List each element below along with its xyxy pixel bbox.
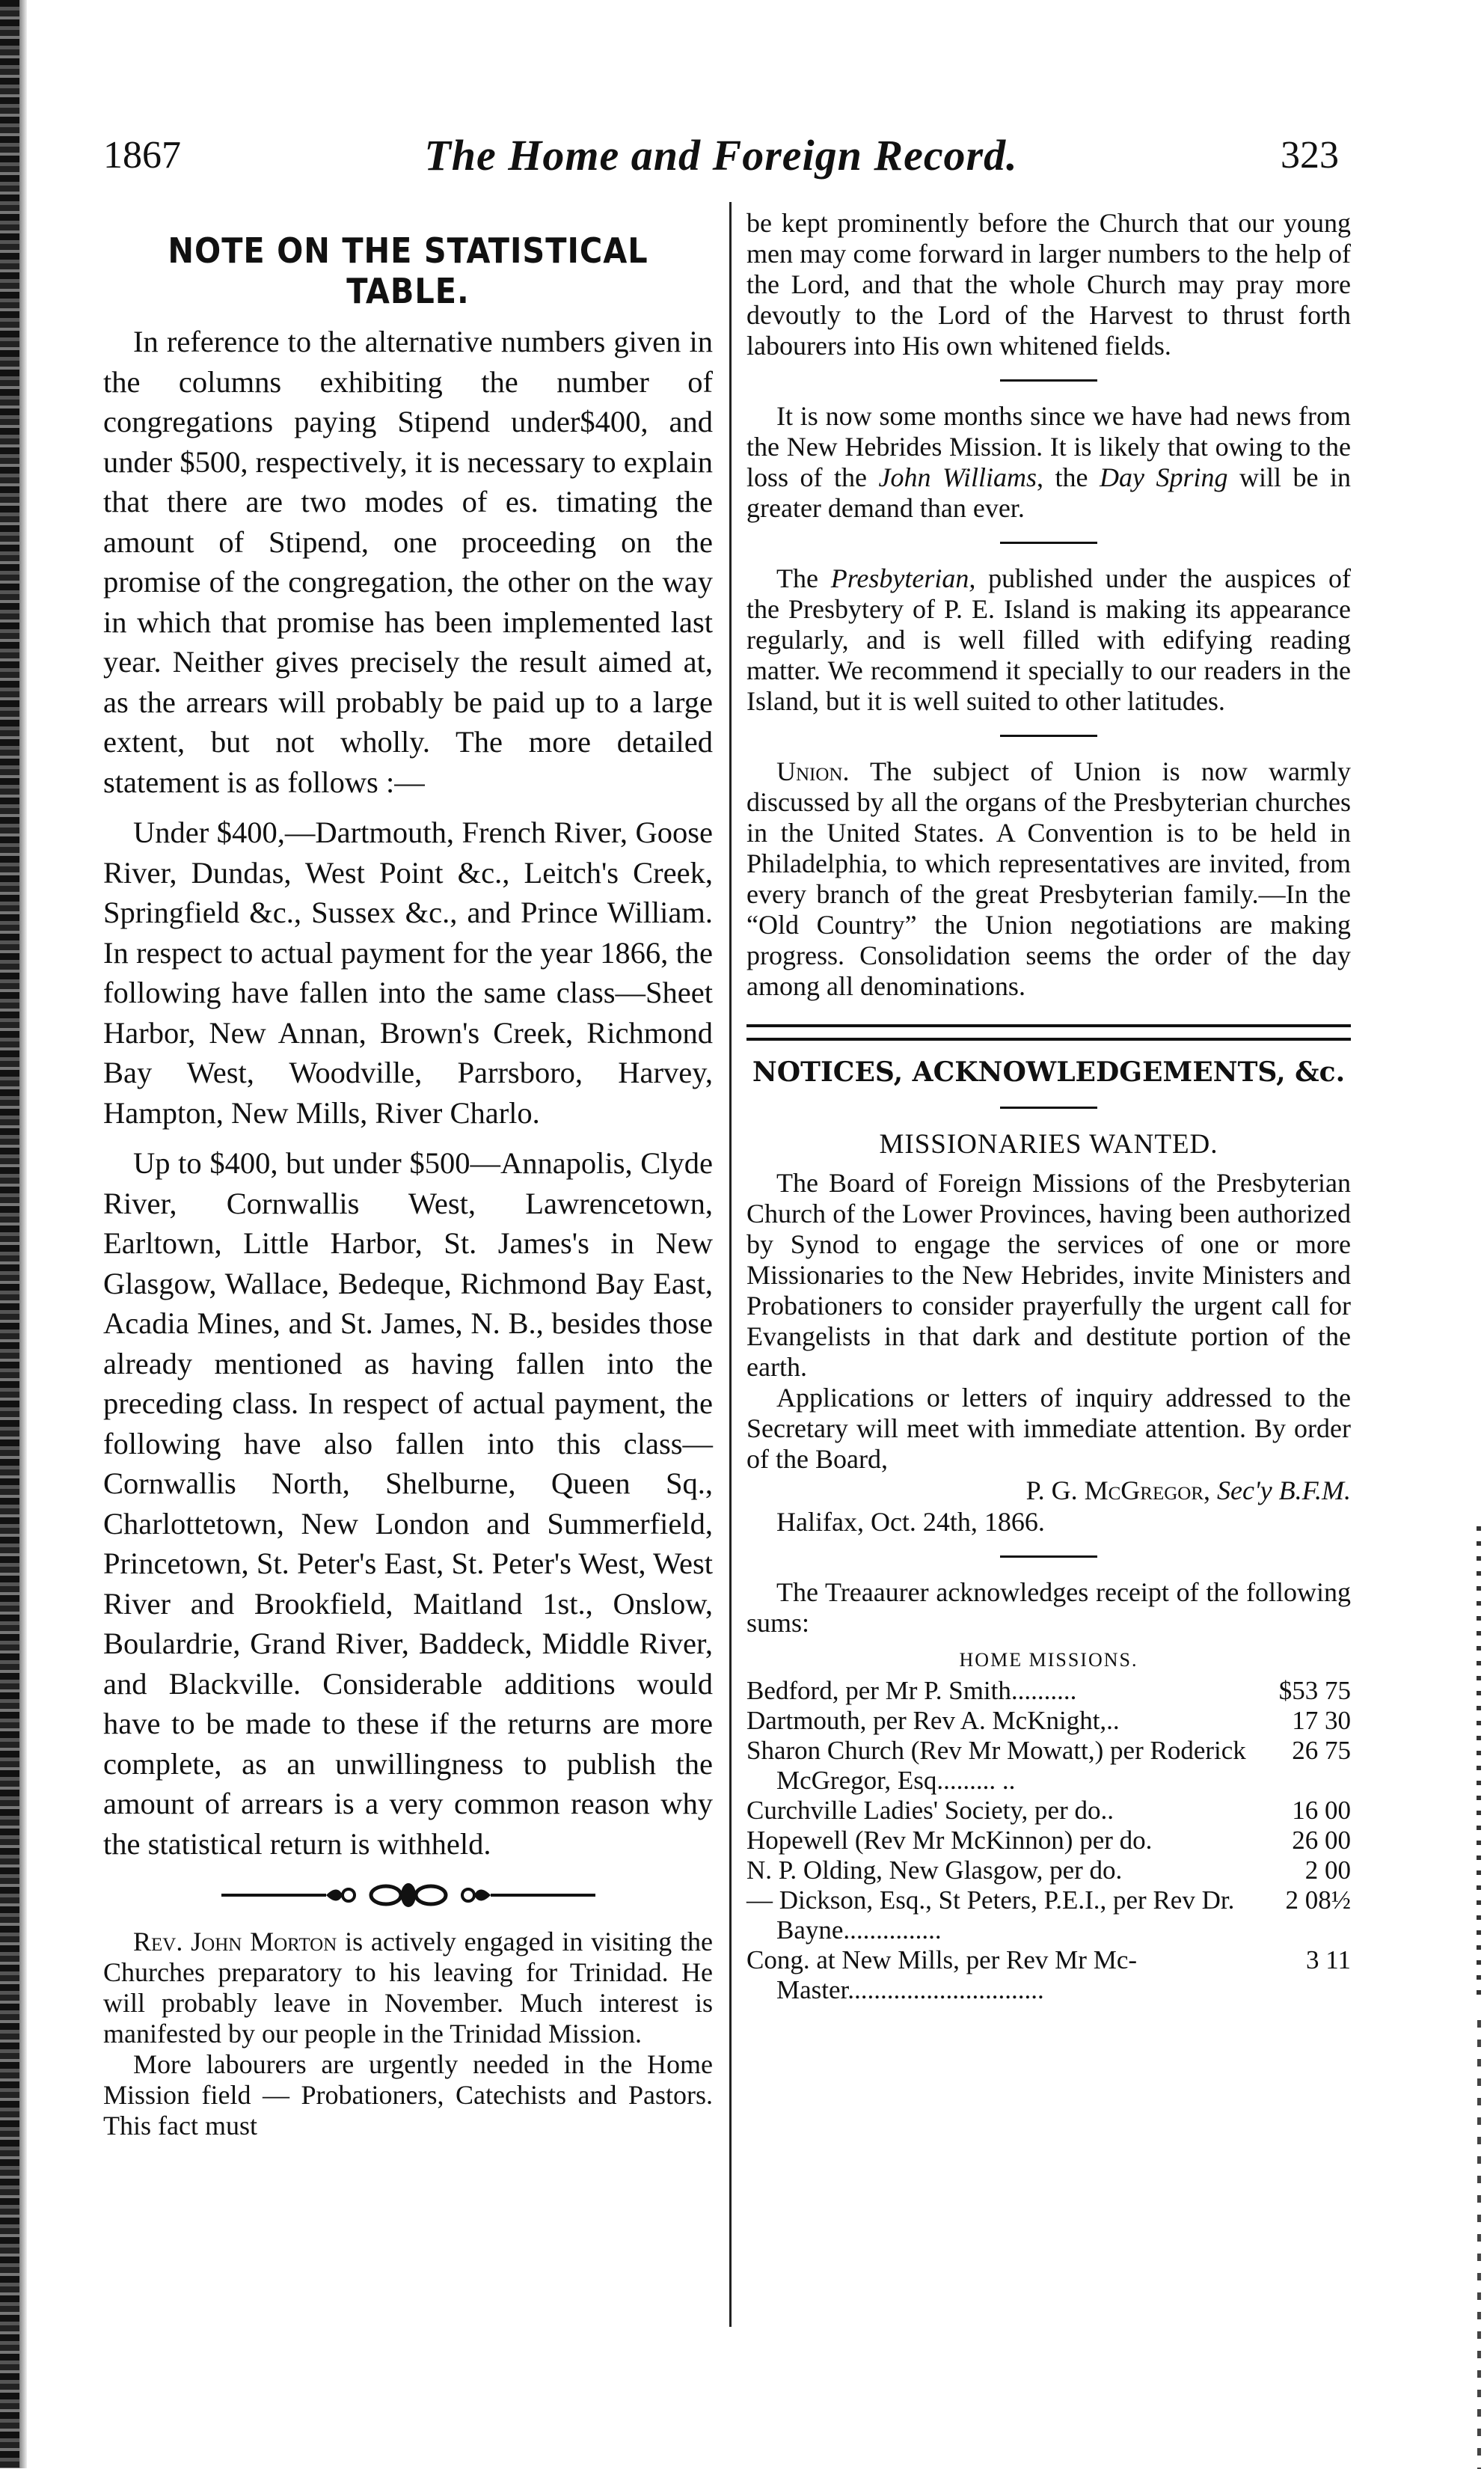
short-rule <box>1000 542 1097 544</box>
morton-paragraph: Rev. John Morton is actively engaged in visiting the Churches preparatory to his leaving for Trinidad. He will probably leave in November. Much interest is manifested by our people in the Trinidad Mission. <box>103 1927 713 2049</box>
statistical-note-paragraph-2: Under $400,—Dartmouth, French River, Goose River, Dundas, West Point &c., Leitch's Creek, Springfield &c., Sussex &c., and Prince William. In respect to actual payment for the year 1866, the following have fallen into the same class—Sheet Harbor, New Annan, Brown's Creek, Richmond Bay West, Woodville, Parrsboro, Harvey, Hampton, New Mills, River Charlo. <box>103 816 713 1130</box>
binding-shadow <box>19 0 27 2468</box>
missionaries-wanted-paragraph-2: Applications or letters of inquiry addressed to the Secretary will meet with immediate attention. By order of the Board, <box>746 1383 1351 1474</box>
running-header <box>103 133 1339 193</box>
statistical-note-title: NOTE ON THE STATISTICAL TABLE. <box>168 230 649 311</box>
ship-name-day-spring: Day Spring <box>1100 462 1228 492</box>
labourers-paragraph: More labourers are urgently needed in the Home Mission field — Probationers, Catechists and Pastors. This fact must <box>103 2049 713 2141</box>
short-rule <box>1000 1555 1097 1558</box>
morton-name: Rev. John Morton <box>133 1927 337 1956</box>
right-column <box>746 208 1351 2005</box>
labourers-continued: be kept prominently before the Church that our young men may come forward in larger numbers to the help of the Lord, and that the whole Church may pray more devoutly to the Lord of the Harvest to thrust forth labourers into His own whitened fields. <box>746 208 1351 361</box>
short-rule <box>1000 1107 1097 1109</box>
left-column <box>103 224 713 2141</box>
table-row: Bedford, per Mr P. Smith.......... $53 75 <box>746 1676 1351 1705</box>
missionaries-wanted-title: MISSIONARIES WANTED. <box>879 1129 1218 1160</box>
table-row: Hopewell (Rev Mr McKinnon) per do. 26 00 <box>746 1826 1351 1855</box>
table-row: Dartmouth, per Rev A. McKnight,.. 17 30 <box>746 1706 1351 1735</box>
statistical-note-paragraph-1: In reference to the alternative numbers given in the columns exhibiting the number of congregations paying Stipend under$400, and under $500, respectively, it is necessary to explain that there are two modes of es. timating the amount of Stipend, one proceeding on the promise of the congregation, the other on the way in which that promise has been implemented last year. Neither gives precisely the result aimed at, as the arrears will probably be paid up to a large extent, but not wholly. The more detailed statement is as follows :— <box>103 325 714 799</box>
paper-name: Presbyterian, <box>830 563 976 593</box>
edge-mark <box>1477 1526 1481 2005</box>
presbyterian-paper-paragraph: The Presbyterian, published under the auspices of the Presbytery of P. E. Island is making its appearance regularly, and is well filled with edifying reading matter. We recommend it specially to our readers in the Island, but it is well suited to other latitudes. <box>746 563 1352 716</box>
table-row: Cong. at New Mills, per Rev Mr McMaster.............................. 3 11 <box>746 1945 1351 2004</box>
notices-title: NOTICES, ACKNOWLEDGEMENTS, &c. <box>752 1056 1346 1088</box>
signature-place-date: Halifax, Oct. 24th, 1866. <box>776 1507 1045 1537</box>
header-year: 1867 <box>103 134 181 177</box>
missionaries-wanted-paragraph-1: The Board of Foreign Missions of the Presbyterian Church of the Lower Provinces, having been authorized by Synod to engage the services of one or more Missionaries to the New Hebrides, invite Ministers and Probationers to consider prayerfully the urgent call for Evangelists in that dark and destitute portion of the earth. <box>746 1168 1351 1382</box>
table-row: Curchville Ladies' Society, per do.. 16 00 <box>746 1796 1351 1825</box>
table-row: N. P. Olding, New Glasgow, per do. 2 00 <box>746 1855 1351 1885</box>
statistical-note-paragraph-3: Up to $400, but under $500—Annapolis, Clyde River, Cornwallis West, Lawrencetown, Earltown, Little Harbor, St. James's in New Glasgow, Wallace, Bedeque, Richmond Bay East, Acadia Mines, and St. James, N. B., besides those already mentioned as having fallen into the preceding class. In respect of actual payment, the following have also fallen into this class—Cornwallis North, Shelburne, Queen Sq., Charlottetown, New London and Summerfield, Princetown, St. Peter's East, St. Peter's West, West River and Brookfield, Maitland 1st., Onslow, Boulardrie, Grand River, Baddeck, Middle River, and Blackville. Considerable additions would have to be made to these if the returns are more complete, as an unwillingness to publish the amount of arrears is a very common reason why the statistical return is withheld. <box>103 1146 713 1861</box>
page-number: 323 <box>1281 134 1339 177</box>
header-title: The Home and Foreign Record. <box>424 131 1018 180</box>
ship-name-john-williams: John Williams <box>878 462 1037 492</box>
treasurer-paragraph: The Treaaurer acknowledges receipt of the following sums: <box>746 1577 1351 1638</box>
ornamental-divider <box>214 1880 603 1910</box>
new-hebrides-paragraph: It is now some months since we have had news from the New Hebrides Mission. It is likely that owing to the loss of the John Williams, the Day Spring will be in greater demand than ever. <box>746 401 1352 523</box>
union-label: Union. <box>776 756 850 786</box>
table-row: Sharon Church (Rev Mr Mowatt,) per Roderick McGregor, Esq......... .. 26 75 <box>746 1736 1351 1795</box>
short-rule <box>1000 379 1097 382</box>
column-divider <box>729 202 732 2327</box>
union-paragraph: Union. The subject of Union is now warmly discussed by all the organs of the Presbyterian churches in the United States. A Convention is to be held in Philadelphia, to which representatives are invited, from every branch of the great Presbyterian family.—In the “Old Country” the Union negotiations are making progress. Consolidation seems the order of the day among all denominations. <box>746 756 1351 1001</box>
double-rule <box>746 1024 1351 1041</box>
signature: P. G. McGregor, Sec'y B.F.M. <box>1025 1475 1351 1505</box>
short-rule <box>1000 735 1097 737</box>
home-missions-heading: HOME MISSIONS. <box>959 1649 1138 1671</box>
edge-mark <box>1477 2020 1481 2469</box>
receipts-table <box>746 1676 1351 2005</box>
table-row: — Dickson, Esq., St Peters, P.E.I., per Rev Dr. Bayne............... 2 08½ <box>746 1885 1351 1945</box>
binding-edge <box>0 0 19 2468</box>
